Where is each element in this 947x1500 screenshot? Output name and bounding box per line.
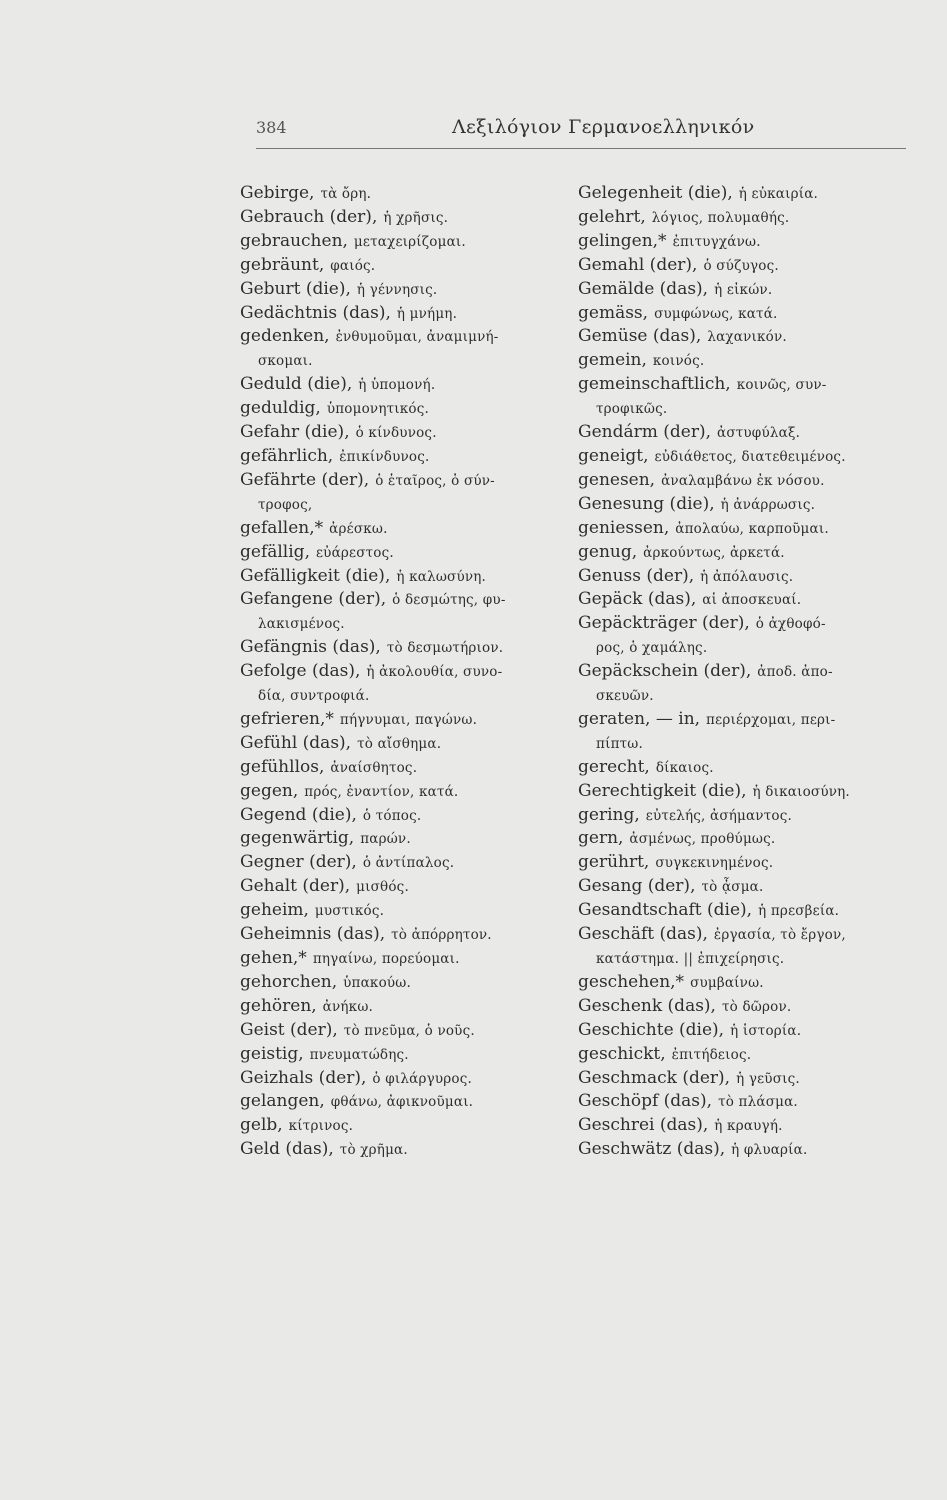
dictionary-entry [578, 349, 918, 373]
dictionary-entry [578, 660, 918, 684]
entry-headword: Gefahr (die), [240, 422, 350, 443]
entry-translation: ἡ ἀπόλαυσις. [700, 568, 794, 585]
dictionary-entry [240, 1138, 570, 1162]
dictionary-entry [578, 517, 918, 541]
dictionary-entry [578, 302, 918, 326]
entry-translation: τὸ ἀπόρρητον. [391, 927, 492, 944]
dictionary-entry [240, 588, 570, 612]
entry-translation: ρος, ὁ χαμάλης. [596, 640, 708, 657]
entry-headword: gemeinschaftlich, [578, 374, 731, 395]
dictionary-entry [578, 851, 918, 875]
entry-headword: Gefährte (der), [240, 469, 370, 490]
dictionary-entry [240, 851, 570, 875]
page-header [256, 112, 906, 152]
entry-translation: εὐάρεστος. [315, 544, 394, 561]
entry-translation: ἡ ἀκολουθία, συνο- [366, 664, 503, 681]
entry-headword: gefährlich, [240, 445, 334, 466]
entry-headword: Gemüse (das), [578, 326, 702, 347]
dictionary-entry [240, 421, 570, 445]
entry-headword: Gerechtigkeit (die), [578, 780, 747, 801]
dictionary-entry [240, 923, 570, 947]
entry-headword: Geschenk (das), [578, 995, 716, 1016]
dictionary-entry [240, 397, 570, 421]
entry-headword: gehören, [240, 995, 317, 1016]
entry-translation: ἀναίσθητος. [330, 759, 418, 776]
dictionary-entry [578, 804, 918, 828]
dictionary-entry [240, 517, 570, 541]
dictionary-entry [240, 182, 570, 206]
entry-translation: τὸ πλάσμα. [718, 1094, 798, 1111]
entry-translation: ἀρκούντως, ἀρκετά. [643, 544, 785, 561]
dictionary-entry [240, 780, 570, 804]
dictionary-entry [578, 1043, 918, 1067]
entry-headword: Geschrei (das), [578, 1115, 709, 1136]
dictionary-entry [240, 254, 570, 278]
entry-headword: Geschöpf (das), [578, 1091, 713, 1112]
dictionary-entry [578, 278, 918, 302]
entry-translation: τροφικῶς. [596, 401, 668, 418]
entry-translation: τὸ πνεῦμα, ὁ νοῦς. [343, 1022, 475, 1039]
entry-translation: πηγαίνω, πορεύομαι. [312, 951, 460, 967]
dictionary-entry [578, 1090, 918, 1114]
entry-headword: Gefangene (der), [240, 589, 387, 610]
entry-translation: ἡ ἱστορία. [730, 1022, 802, 1039]
entry-headword: Geduld (die), [240, 374, 353, 395]
entry-translation: ὁ ἀντίπαλος. [362, 855, 455, 872]
entry-headword: genug, [578, 541, 638, 562]
entry-continuation [578, 636, 918, 660]
entry-translation: τὸ ᾆσμα. [701, 879, 764, 896]
entry-translation: ἀποδ. ἀπο- [757, 664, 833, 681]
entry-translation: ἡ χρῆσις. [383, 209, 449, 226]
dictionary-entry [240, 899, 570, 923]
entry-headword: geniessen, [578, 517, 670, 538]
entry-headword: Geist (der), [240, 1019, 338, 1040]
entry-headword: gebrauchen, [240, 230, 348, 251]
running-title: Λεξιλόγιον Γερμανοελληνικόν [452, 116, 755, 138]
entry-translation: ἐπιτυγχάνω. [672, 233, 761, 250]
entry-headword: Gefühl (das), [240, 732, 352, 753]
entry-headword: Gepäckschein (der), [578, 661, 752, 682]
dictionary-entry [578, 1138, 918, 1162]
entry-headword: Gefängnis (das), [240, 637, 381, 658]
dictionary-entry [240, 708, 570, 732]
entry-translation: ὑπομονητικός. [326, 401, 430, 418]
entry-headword: gegenwärtig, [240, 828, 355, 849]
entry-headword: Gepäck (das), [578, 589, 697, 610]
dictionary-entry [578, 421, 918, 445]
entry-translation: κοινός. [652, 353, 705, 370]
dictionary-entry [578, 373, 918, 397]
entry-headword: Gelegenheit (die), [578, 183, 733, 203]
entry-translation: πρός, ἐναντίον, κατά. [304, 783, 459, 800]
entry-translation: μυστικός. [314, 903, 385, 920]
entry-headword: gelehrt, [578, 206, 646, 227]
dictionary-entry [578, 588, 918, 612]
dictionary-entry [240, 827, 570, 851]
dictionary-entry [240, 947, 570, 971]
dictionary-entry [240, 302, 570, 326]
entry-continuation [578, 732, 918, 756]
entry-translation: λακισμένος. [258, 616, 345, 633]
dictionary-entry [578, 875, 918, 899]
dictionary-entry [240, 1043, 570, 1067]
entry-headword: geheim, [240, 900, 309, 921]
entry-translation: ὁ κίνδυνος. [355, 425, 437, 442]
entry-translation: ὁ δεσμώτης, φυ- [392, 592, 506, 609]
entry-headword: gerührt, [578, 852, 650, 873]
entry-translation: μεταχειρίζομαι. [353, 233, 466, 250]
entry-translation: παρών. [360, 831, 411, 848]
entry-translation: δίκαιος. [655, 759, 714, 776]
entry-translation: δία, συντροφιά. [258, 688, 370, 705]
entry-translation: συμβαίνω. [690, 974, 764, 991]
entry-headword: geschehen,* [578, 971, 685, 992]
entry-headword: Gemälde (das), [578, 278, 709, 299]
entry-translation: ὁ ἀχθοφό- [755, 616, 826, 633]
dictionary-entry [240, 1114, 570, 1138]
entry-translation: τὰ ὄρη. [320, 186, 372, 202]
header-rule [256, 148, 906, 149]
entry-translation: κοινῶς, συν- [736, 377, 827, 394]
entry-translation: λαχανικόν. [707, 329, 787, 346]
dictionary-entry [578, 469, 918, 493]
entry-translation: ἡ κραυγή. [714, 1118, 783, 1135]
entry-headword: geneigt, [578, 445, 649, 466]
dictionary-entry [578, 923, 918, 947]
dictionary-entry [578, 182, 918, 206]
entry-headword: Gegner (der), [240, 852, 357, 873]
dictionary-entry [578, 995, 918, 1019]
entry-translation: ἀσμένως, προθύμως. [629, 831, 776, 848]
entry-translation: τὸ αἴσθημα. [357, 735, 442, 752]
dictionary-entry [240, 804, 570, 828]
entry-headword: Gedächtnis (das), [240, 302, 391, 323]
entry-headword: Gehalt (der), [240, 876, 351, 897]
entry-translation: συγκεκινημένος. [655, 855, 774, 872]
dictionary-entry [240, 325, 570, 349]
dictionary-entry [578, 541, 918, 565]
dictionary-entry [240, 1090, 570, 1114]
dictionary-entry [240, 660, 570, 684]
entry-headword: Genuss (der), [578, 565, 695, 586]
entry-continuation [578, 947, 918, 971]
entry-headword: gebräunt, [240, 254, 325, 275]
entry-translation: ἡ γεῦσις. [736, 1070, 800, 1087]
dictionary-entry [578, 206, 918, 230]
entry-translation: ἀστυφύλαξ. [717, 425, 801, 442]
entry-translation: τὸ δῶρον. [721, 998, 792, 1015]
entry-translation: ἡ πρεσβεία. [758, 903, 840, 920]
entry-translation: ἐπικίνδυνος. [339, 448, 430, 465]
entry-translation: τροφος, [258, 496, 313, 513]
entry-translation: τὸ δεσμωτήριον. [386, 640, 504, 657]
dictionary-entry [240, 732, 570, 756]
entry-translation: φαιός. [330, 257, 376, 274]
entry-headword: Geburt (die), [240, 278, 351, 299]
entry-headword: Gesandtschaft (die), [578, 900, 753, 921]
entry-translation: ἡ γέννησις. [356, 281, 438, 298]
entry-translation: ἡ εὐκαιρία. [738, 186, 819, 202]
entry-translation: ἡ εἰκών. [714, 281, 773, 298]
entry-headword: gering, [578, 804, 640, 825]
entry-translation: ὁ σύζυγος. [703, 257, 779, 274]
entry-translation: λόγιος, πολυμαθής. [651, 209, 790, 226]
dictionary-entry [578, 708, 918, 732]
dictionary-entry [578, 254, 918, 278]
dictionary-entry [578, 445, 918, 469]
entry-translation: ἡ μνήμη. [396, 305, 458, 322]
dictionary-entry [240, 971, 570, 995]
entry-headword: Gefälligkeit (die), [240, 565, 391, 586]
dictionary-entry [578, 1019, 918, 1043]
entry-translation: ἐπιτήδειος. [671, 1046, 752, 1063]
entry-headword: Geschichte (die), [578, 1019, 725, 1040]
entry-translation: ἡ καλωσύνη. [396, 568, 487, 585]
entry-translation: πήγνυμαι, παγώνω. [339, 711, 478, 728]
entry-headword: Gegend (die), [240, 804, 357, 825]
entry-translation: εὐτελής, ἀσήμαντος. [645, 807, 792, 824]
dictionary-entry [578, 565, 918, 589]
entry-headword: gelingen,* [578, 230, 667, 251]
entry-headword: gehorchen, [240, 971, 338, 992]
dictionary-entry [240, 373, 570, 397]
entry-headword: Gesang (der), [578, 876, 696, 897]
dictionary-entry [578, 612, 918, 636]
entry-translation: ἡ ὑπομονή. [358, 377, 436, 394]
dictionary-entry [240, 1067, 570, 1091]
dictionary-entry [240, 445, 570, 469]
entry-headword: Gefolge (das), [240, 661, 361, 682]
entry-translation: αἱ ἀποσκευαί. [702, 592, 802, 609]
dictionary-entry [240, 206, 570, 230]
entry-headword: Gendárm (der), [578, 422, 711, 443]
dictionary-entry [240, 875, 570, 899]
dictionary-entry [578, 230, 918, 254]
entry-headword: gelangen, [240, 1091, 325, 1112]
entry-continuation [240, 612, 570, 636]
entry-headword: Gebrauch (der), [240, 206, 378, 227]
entry-headword: Geschmack (der), [578, 1067, 731, 1088]
entry-continuation [578, 684, 918, 708]
entry-continuation [578, 397, 918, 421]
entry-headword: genesen, [578, 469, 656, 490]
entry-headword: Gebirge, [240, 183, 315, 203]
entry-translation: ὁ τόπος. [362, 807, 422, 824]
entry-headword: Gepäckträger (der), [578, 613, 750, 634]
entry-headword: Geld (das), [240, 1139, 334, 1160]
entry-headword: Genesung (die), [578, 493, 715, 514]
entry-headword: gemein, [578, 350, 647, 371]
entry-translation: κατάστημα. || ἐπιχείρησις. [596, 951, 785, 967]
entry-headword: geistig, [240, 1043, 304, 1064]
entry-translation: συμφώνως, κατά. [654, 305, 778, 322]
entry-translation: ἡ ἀνάρρωσις. [720, 496, 816, 513]
entry-translation: ὁ ἑταῖρος, ὁ σύν- [375, 472, 495, 489]
dictionary-entry [240, 756, 570, 780]
entry-translation: πίπτω. [596, 735, 644, 752]
entry-continuation [240, 684, 570, 708]
entry-translation: τὸ χρῆμα. [339, 1142, 408, 1159]
dictionary-entry [578, 1114, 918, 1138]
entry-translation: εὐδιάθετος, διατεθειμένος. [654, 448, 846, 465]
dictionary-entry [578, 493, 918, 517]
right-column [578, 182, 918, 1162]
entry-translation: περιέρχομαι, περι- [706, 711, 836, 728]
dictionary-entry [240, 541, 570, 565]
entry-headword: gemäss, [578, 302, 649, 323]
entry-translation: ἀρέσκω. [329, 520, 388, 537]
entry-translation: σκευῶν. [596, 688, 654, 705]
entry-translation: ἀπολαύω, καρποῦμαι. [675, 520, 829, 537]
entry-translation: ἡ φλυαρία. [731, 1142, 808, 1159]
entry-headword: gefrieren,* [240, 708, 334, 729]
entry-headword: gern, [578, 828, 624, 849]
entry-headword: Geschwätz (das), [578, 1139, 726, 1160]
entry-headword: gelb, [240, 1115, 283, 1136]
entry-translation: κίτρινος. [288, 1118, 354, 1135]
dictionary-entry [240, 278, 570, 302]
dictionary-entry [240, 469, 570, 493]
entry-headword: gehen,* [240, 948, 307, 968]
entry-translation: ἡ δικαιοσύνη. [752, 783, 850, 800]
entry-headword: gedenken, [240, 326, 330, 347]
entry-headword: gefühllos, [240, 756, 325, 777]
entry-translation: ἀναλαμβάνω ἐκ νόσου. [661, 472, 825, 489]
entry-translation: ὑπακούω. [343, 974, 412, 991]
entry-translation: ὁ φιλάργυρος. [372, 1070, 472, 1087]
entry-headword: gerecht, [578, 756, 650, 777]
entry-headword: Geheimnis (das), [240, 924, 386, 945]
entry-headword: Geschäft (das), [578, 924, 708, 945]
dictionary-entry [240, 636, 570, 660]
entry-headword: geduldig, [240, 398, 321, 419]
dictionary-entry [240, 1019, 570, 1043]
dictionary-entry [578, 325, 918, 349]
entry-translation: πνευματώδης. [309, 1046, 409, 1063]
dictionary-entry [240, 230, 570, 254]
entry-headword: gefällig, [240, 541, 310, 562]
entry-headword: geraten, — in, [578, 708, 701, 729]
entry-headword: geschickt, [578, 1043, 666, 1064]
left-column [240, 182, 570, 1162]
page-number: 384 [256, 118, 287, 137]
entry-continuation [240, 493, 570, 517]
entry-headword: Gemahl (der), [578, 254, 698, 275]
entry-translation: φθάνω, ἀφικνοῦμαι. [330, 1094, 474, 1111]
dictionary-entry [578, 827, 918, 851]
entry-continuation [240, 349, 570, 373]
entry-translation: μισθός. [356, 879, 409, 896]
dictionary-entry [578, 756, 918, 780]
entry-translation: ἀνήκω. [322, 998, 374, 1015]
dictionary-entry [240, 995, 570, 1019]
entry-translation: ἐνθυμοῦμαι, ἀναμιμνή- [335, 329, 499, 346]
entry-headword: Geizhals (der), [240, 1067, 367, 1088]
dictionary-entry [578, 1067, 918, 1091]
entry-headword: gefallen,* [240, 517, 324, 538]
entry-translation: ἐργασία, τὸ ἔργον, [713, 927, 846, 944]
entry-translation: σκομαι. [258, 353, 313, 370]
dictionary-entry [578, 971, 918, 995]
dictionary-entry [578, 780, 918, 804]
dictionary-entry [240, 565, 570, 589]
dictionary-entry [578, 899, 918, 923]
entry-headword: gegen, [240, 780, 299, 801]
